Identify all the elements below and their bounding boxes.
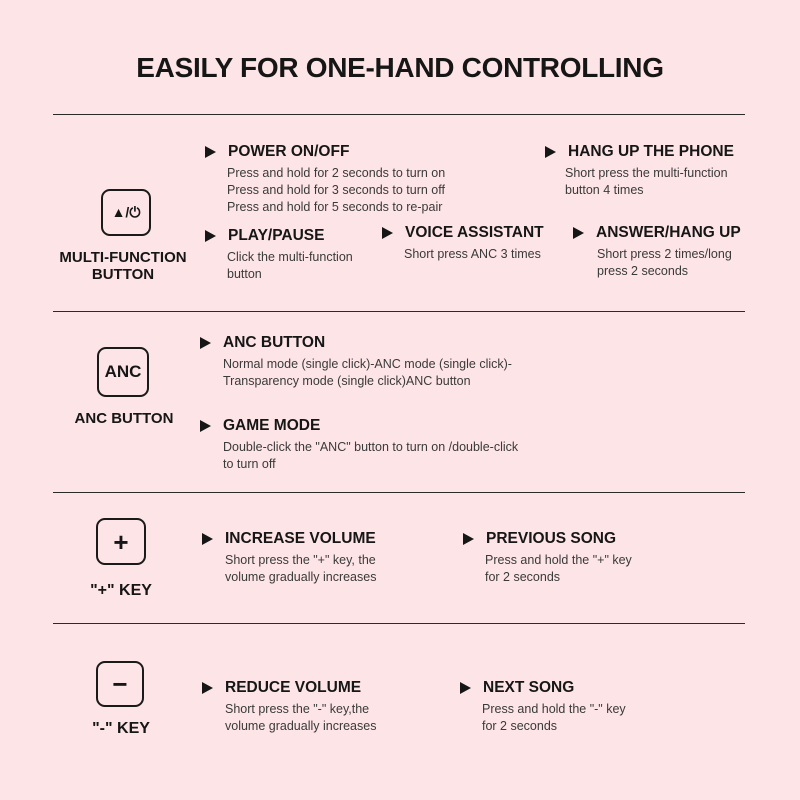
item-desc: Press and hold for 3 seconds to turn off: [227, 183, 445, 197]
item-desc: Press and hold the "-" key: [482, 702, 626, 716]
item-play-pause: [205, 227, 353, 283]
multi-function-button-label: MULTI-FUNCTION BUTTON: [59, 249, 187, 283]
item-desc: Short press ANC 3 times: [404, 247, 541, 261]
item-hangup: [545, 143, 734, 199]
item-reduce-volume: [202, 679, 376, 735]
item-desc: for 2 seconds: [485, 570, 561, 584]
item-anc-button: [200, 334, 512, 390]
arrow-icon: [202, 682, 213, 694]
arrow-icon: [573, 227, 584, 239]
plus-key-label: "+" KEY: [90, 582, 152, 599]
item-desc: Normal mode (single click)-ANC mode (single click)-: [223, 357, 512, 371]
item-desc: Double-click the "ANC" button to turn on /double-click: [223, 440, 519, 454]
divider: [53, 623, 745, 624]
item-desc: Press and hold for 2 seconds to turn on: [227, 166, 446, 180]
arrow-icon: [200, 337, 211, 349]
plus-key-icon: [96, 518, 146, 565]
item-desc: Press and hold for 5 seconds to re-pair: [227, 200, 443, 214]
divider: [53, 492, 745, 493]
arrow-icon: [200, 420, 211, 432]
arrow-icon: [460, 682, 471, 694]
arrow-icon: [205, 146, 216, 158]
plus-icon: +: [113, 526, 129, 557]
arrow-icon: [382, 227, 393, 239]
item-desc: Short press 2 times/long: [597, 247, 732, 261]
item-voice-assistant: [382, 224, 544, 263]
item-game-mode: [200, 417, 518, 473]
divider: [53, 114, 745, 115]
item-title: VOICE ASSISTANT: [405, 224, 544, 241]
item-increase-volume: [202, 530, 376, 586]
item-next-song: [460, 679, 626, 735]
item-desc: Short press the "-" key,the: [225, 702, 370, 716]
item-title: POWER ON/OFF: [228, 143, 350, 160]
item-title: GAME MODE: [223, 417, 321, 434]
anc-button-label: ANC BUTTON: [74, 410, 174, 427]
item-title: ANSWER/HANG UP: [596, 224, 741, 241]
arrow-icon: [545, 146, 556, 158]
item-title: INCREASE VOLUME: [225, 530, 376, 547]
play-power-icon: ▲/⏻: [111, 204, 141, 220]
item-desc: volume gradually increases: [225, 719, 377, 733]
item-title: HANG UP THE PHONE: [568, 143, 734, 160]
item-desc: Press and hold the "+" key: [485, 553, 632, 567]
item-desc: for 2 seconds: [482, 719, 558, 733]
item-desc: Short press the multi-function: [565, 166, 728, 180]
item-title: PLAY/PAUSE: [228, 227, 325, 244]
item-desc: press 2 seconds: [597, 264, 689, 278]
item-desc: to turn off: [223, 457, 276, 471]
anc-button-icon: [97, 347, 149, 397]
divider: [53, 311, 745, 312]
arrow-icon: [205, 230, 216, 242]
item-title: ANC BUTTON: [223, 334, 326, 351]
item-desc: button 4 times: [565, 183, 644, 197]
item-desc: Transparency mode (single click)ANC button: [223, 374, 471, 388]
item-desc: Short press the "+" key, the: [225, 553, 376, 567]
item-answer-hangup: [573, 224, 741, 280]
page-title: EASILY FOR ONE-HAND CONTROLLING: [136, 52, 664, 83]
item-desc: Click the multi-function: [227, 250, 353, 264]
minus-key-label: "-" KEY: [92, 720, 150, 737]
item-previous-song: [463, 530, 632, 586]
arrow-icon: [202, 533, 213, 545]
item-desc: volume gradually increases: [225, 570, 377, 584]
minus-icon: −: [112, 669, 128, 699]
item-title: NEXT SONG: [483, 679, 575, 696]
multi-function-button-icon: [101, 189, 151, 236]
item-desc: button: [227, 267, 262, 281]
anc-icon: ANC: [104, 362, 142, 381]
item-title: REDUCE VOLUME: [225, 679, 362, 696]
minus-key-icon: [96, 661, 144, 707]
item-title: PREVIOUS SONG: [486, 530, 617, 547]
item-power: [205, 143, 445, 216]
arrow-icon: [463, 533, 474, 545]
